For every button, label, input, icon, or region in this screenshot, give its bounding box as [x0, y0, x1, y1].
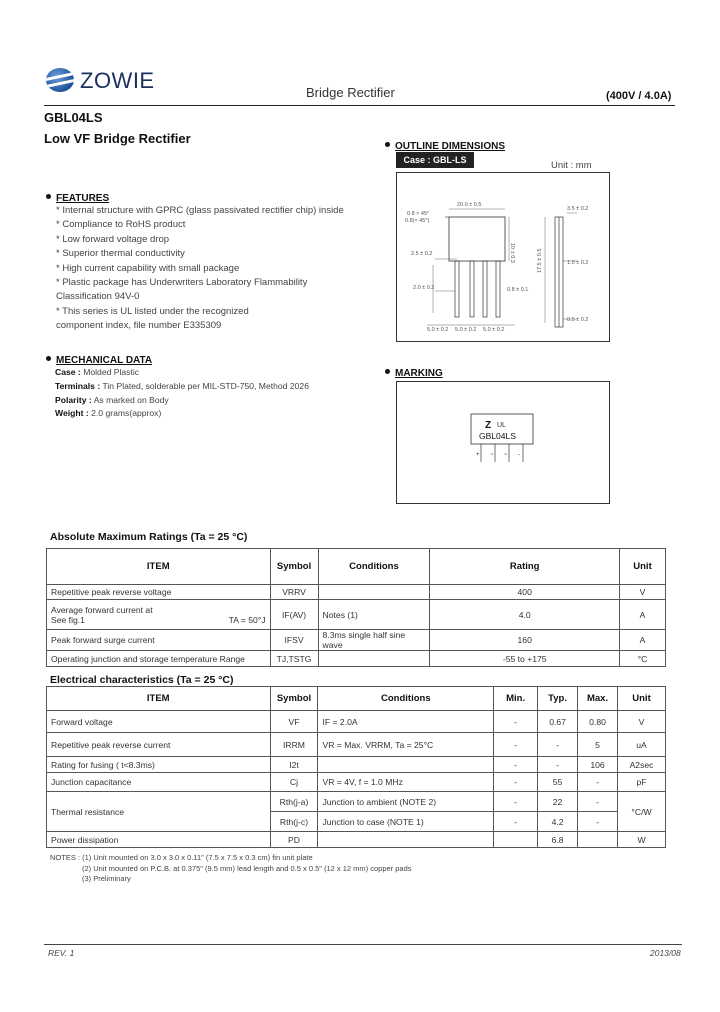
marking-text: GBL04LS — [479, 431, 516, 441]
date: 2013/08 — [650, 948, 681, 958]
dim-side-h: 17.5 ± 0.5 — [537, 248, 543, 273]
col-header: Rating — [430, 549, 620, 585]
list-item: Weight : 2.0 grams(approx) — [55, 408, 162, 419]
table-row: Rth(j-c) Junction to case (NOTE 1) - 4.2 - — [47, 812, 666, 832]
dim-lead-w: 0.8 ± 0.1 — [507, 287, 529, 293]
pin-label: + — [476, 452, 480, 458]
table-row: Average forward current at See fig.1 TA = 50°J IF(AV) Notes (1) 4.0 A — [47, 600, 666, 630]
col-header: Unit — [620, 549, 666, 585]
features-heading: FEATURES — [46, 188, 109, 206]
table-row: Repetitive peak reverse voltage VRRV 400 V — [47, 585, 666, 600]
revision: REV. 1 — [48, 948, 75, 958]
list-item: * Compliance to RoHS product — [56, 219, 186, 231]
col-header: Symbol — [270, 687, 318, 711]
brand-name: ZOWIE — [80, 68, 155, 93]
table-row: Repetitive peak reverse current IRRM VR = Max. VRRM, Ta = 25°C - - 5 uA — [47, 733, 666, 757]
list-item: Terminals : Tin Plated, solderable per MIL-STD-750, Method 2026 — [55, 380, 309, 391]
dim-pitch-b: 5.0 ± 0.2 — [455, 327, 477, 333]
marking-logo: Z — [485, 420, 492, 431]
marking-drawing — [396, 381, 610, 504]
elec-title: Electrical characteristics (Ta = 25 °C) — [50, 674, 234, 686]
table-row: Power dissipation PD 6.8 W — [47, 832, 666, 848]
col-header: Symbol — [270, 549, 318, 585]
dim-side-t: 3.5 ± 0.2 — [567, 206, 589, 212]
elec-table — [46, 686, 666, 848]
dim-pitch-label: 2.5 ± 0.2 — [411, 251, 433, 257]
bullet-icon — [46, 356, 51, 361]
brand-logo-icon — [46, 68, 74, 92]
bullet-icon — [385, 369, 390, 374]
rating-tag: (400V / 4.0A) — [606, 90, 672, 102]
dim-top-width: 20.0 ± 0.5 — [457, 202, 482, 208]
dim-hole2: 0.8(× 45°) — [405, 218, 430, 224]
list-item: * Internal structure with GPRC (glass passivated rectifier chip) inside — [56, 205, 344, 216]
list-item: * Plastic package has Underwriters Laboratory Flammability — [56, 277, 308, 289]
outline-heading: OUTLINE DIMENSIONS — [385, 136, 505, 154]
col-header: Max. — [578, 687, 618, 711]
marking-heading: MARKING — [385, 363, 443, 381]
dim-hole: 0.8 × 45° — [407, 211, 430, 217]
marking-ul-icon: UL — [497, 422, 506, 429]
pin-label: ~ — [504, 452, 508, 458]
col-header: Conditions — [318, 549, 430, 585]
list-item: component index, file number E335309 — [56, 320, 222, 332]
pin-label: ~ — [490, 452, 494, 458]
dim-pitch-c: 5.0 ± 0.2 — [483, 327, 505, 333]
pin-label: - — [518, 452, 520, 458]
mechanical-heading: MECHANICAL DATA — [46, 350, 152, 368]
page-subtitle: Low VF Bridge Rectifier — [44, 131, 191, 146]
list-item: * This series is UL listed under the recognized — [56, 305, 249, 317]
dim-thick: 0.5 ± 0.2 — [567, 317, 589, 323]
list-item: * Low forward voltage drop — [56, 233, 170, 245]
bullet-icon — [385, 142, 390, 147]
table-row: Peak forward surge current IFSV 8.3ms single half sine wave 160 A — [47, 630, 666, 651]
dim-lead-len: 2.0 ± 0.2 — [413, 285, 435, 291]
list-item: Classification 94V-0 — [56, 291, 140, 303]
case-label: Case : GBL-LS — [396, 152, 474, 168]
list-item: * Superior thermal conductivity — [56, 248, 185, 260]
table-row: Operating junction and storage temperature Range TJ,TSTG -55 to +175 °C — [47, 651, 666, 667]
col-header: ITEM — [47, 549, 271, 585]
note-line: NOTES : (1) Unit mounted on 3.0 x 3.0 x 0.11" (7.5 x 7.5 x 0.3 cm) fin unit plate — [50, 853, 313, 862]
abs-max-table — [46, 548, 666, 667]
dim-side-b: 1.0 ± 0.2 — [567, 260, 589, 266]
list-item: Case : Molded Plastic — [55, 367, 140, 377]
table-row: Rating for fusing ( t<8.3ms) I2t - - 106 A2sec — [47, 757, 666, 773]
outline-drawing — [396, 172, 610, 342]
dim-pitch: 5.0 ± 0.2 — [427, 327, 449, 333]
note-line: (3) Preliminary — [82, 874, 131, 883]
table-row: Thermal resistance Rth(j-a) Junction to ambient (NOTE 2) - 22 - °C/W — [47, 792, 666, 812]
table-row: Junction capacitance Cj VR = 4V, f = 1.0 MHz - 55 - pF — [47, 773, 666, 792]
notes — [50, 853, 412, 885]
abs-max-title: Absolute Maximum Ratings (Ta = 25 °C) — [50, 531, 248, 543]
footer-rule — [44, 944, 682, 945]
part-number: GBL04LS — [44, 110, 103, 125]
col-header: Typ. — [538, 687, 578, 711]
doc-type: Bridge Rectifier — [306, 85, 395, 100]
col-header: Conditions — [318, 687, 494, 711]
dim-height: 10 ± 0.3 — [509, 243, 515, 263]
col-header: Unit — [618, 687, 666, 711]
features-list — [56, 204, 344, 334]
header-rule — [44, 105, 675, 106]
list-item: Polarity : As marked on Body — [55, 394, 169, 405]
bullet-icon — [46, 194, 51, 199]
list-item: * High current capability with small package — [56, 262, 240, 274]
unit-label: Unit : mm — [551, 160, 592, 171]
mechanical-list — [55, 366, 309, 421]
col-header: ITEM — [47, 687, 271, 711]
table-row: Forward voltage VF IF = 2.0A - 0.67 0.80 V — [47, 711, 666, 733]
note-line: (2) Unit mounted on P.C.B. at 0.375" (9.5 mm) lead length and 0.5 x 0.5" (12 x 12 mm) copper pads — [82, 863, 412, 873]
col-header: Min. — [494, 687, 538, 711]
